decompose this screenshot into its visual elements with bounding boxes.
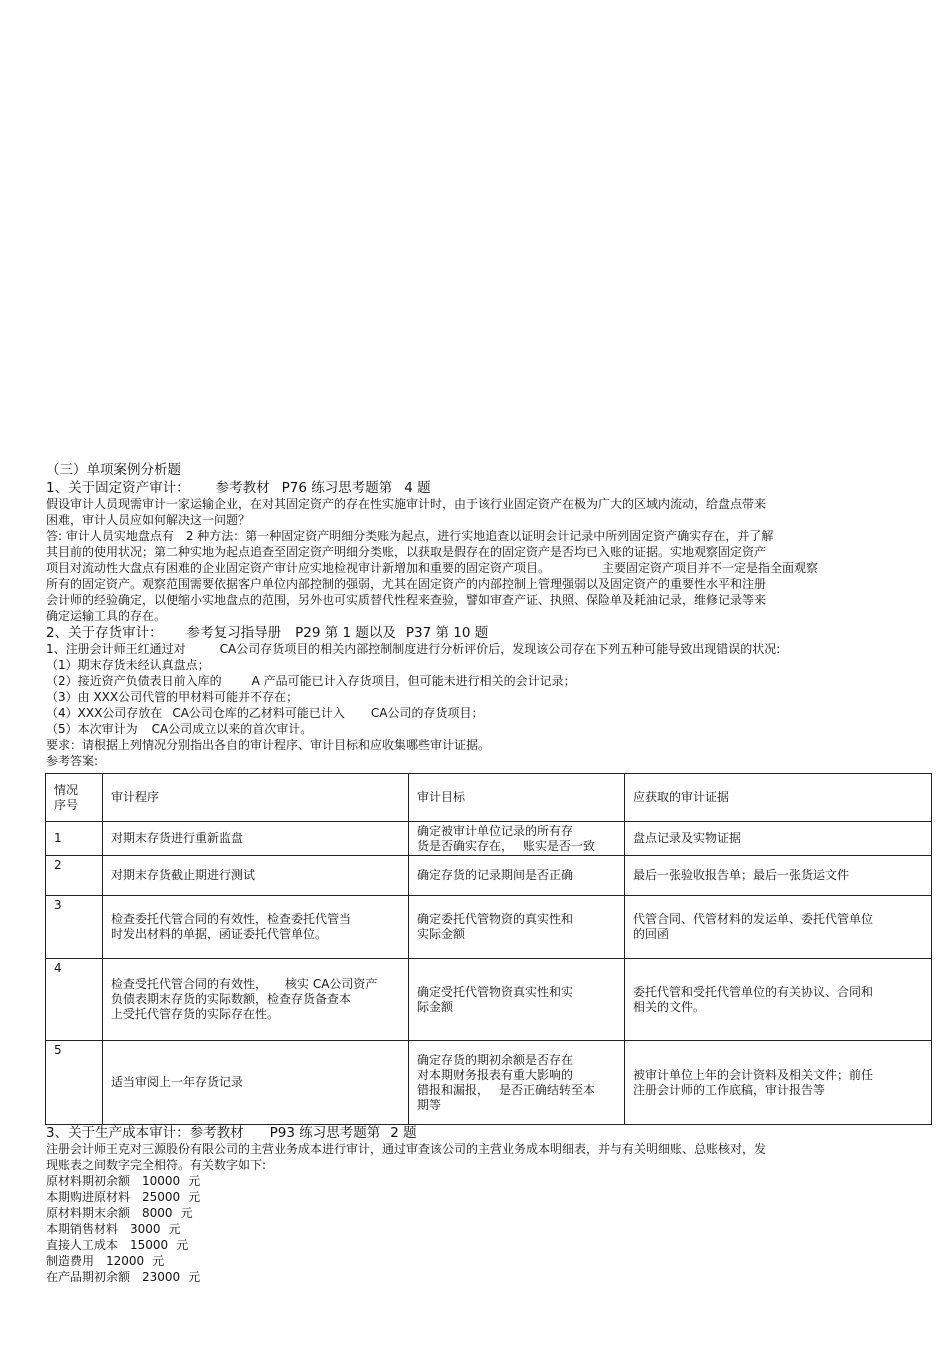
cell-line: 负债表期末存货的实际数额，检查存货备查本 — [111, 992, 352, 1006]
section-title: （三）单项案例分析题 — [46, 462, 181, 478]
cell-line: 确定被审计单位记录的所有存 — [417, 823, 574, 838]
figure-amount: 8000 — [142, 1206, 173, 1220]
q2-heading-part: 参考复习指导册 — [186, 625, 282, 641]
figure-amount: 15000 — [130, 1238, 169, 1252]
figure-amount: 12000 — [106, 1254, 145, 1268]
figure-line — [46, 1270, 200, 1285]
cell-line: 确定存货的记录期间是否正确 — [417, 868, 574, 882]
evidence-cell — [625, 896, 932, 959]
objective-cell — [409, 1041, 625, 1125]
header-text: 序号 — [54, 797, 79, 812]
evidence-cell — [625, 959, 932, 1041]
q1-answer-part: 2 种方法：第一种固定资产明细分类账为起点，进行实地追查以证明会计记录中所列固定资产确实存在，并了解 — [185, 529, 774, 543]
table-row — [46, 856, 932, 896]
table-row — [46, 1041, 932, 1125]
q2-item-part: A 产品可能已计入存货项目，但可能未进行相关的会计记录； — [251, 674, 576, 688]
figure-line — [46, 1174, 200, 1189]
q3-heading-part: P93 练习思考题第 — [269, 1125, 381, 1141]
figure-label: 本期销售材料 — [46, 1222, 119, 1236]
table-row — [46, 822, 932, 856]
header-procedure: 审计程序 — [103, 774, 409, 822]
q2-requirement: 要求：请根据上列情况分别指出各自的审计程序、审计目标和应收集哪些审计证据。 — [46, 738, 491, 752]
cell-line: 适当审阅上一年存货记录 — [111, 1075, 244, 1089]
figure-unit: 元 — [188, 1190, 201, 1204]
cell-line — [417, 839, 616, 854]
figure-unit: 元 — [180, 1206, 193, 1220]
cell-line: 实际金额 — [417, 927, 466, 941]
cell-line: 盘点记录及实物证据 — [633, 831, 742, 845]
cell-part: 账实是否一致 — [523, 838, 596, 853]
procedure-cell — [103, 1041, 409, 1125]
figure-amount: 3000 — [130, 1222, 161, 1236]
figure-label: 制造费用 — [46, 1254, 95, 1268]
figure-amount: 23000 — [142, 1270, 181, 1284]
cell-line: 确定委托代管物资的真实性和 — [417, 912, 574, 926]
q2-item — [46, 706, 484, 721]
figure-label: 本期购进原材料 — [46, 1190, 131, 1204]
procedure-cell — [103, 822, 409, 856]
objective-cell — [409, 822, 625, 856]
q2-intro-part: CA公司存货项目的相关内部控制制度进行分析评价后，发现该公司存在下列五种可能导致出现错误的状况: — [219, 642, 781, 656]
q1-answer-part: 答: 审计人员实地盘点有 — [46, 529, 174, 543]
q2-item-part: （2）接近资产负债表日前入库的 — [46, 674, 222, 688]
q2-reference-answer-label: 参考答案: — [46, 754, 99, 768]
figure-line — [46, 1190, 200, 1205]
q2-heading-part: P37 第 10 题 — [405, 625, 489, 641]
cell-line: 对期末存货进行重新监盘 — [111, 831, 244, 845]
q1-answer-line: 其目前的使用状况；第二种实地为起点追查至固定资产明细分类账，以获取是假存在的固定资产是否均已入账的证据。实地观察固定资产 — [46, 545, 767, 559]
row-number: 5 — [46, 1041, 103, 1125]
cell-part: 货是否确实存在， — [417, 838, 514, 853]
cell-line: 注册会计师的工作底稿，审计报告等 — [633, 1082, 826, 1097]
q3-heading-part: 2 题 — [390, 1125, 417, 1141]
q1-question-line: 假设审计人员现需审计一家运输企业，在对其固定资产的存在性实施审计时，由于该行业固定资产在极为广大的区域内流动，给盘点带来 — [46, 497, 767, 511]
figure-line — [46, 1222, 181, 1237]
q1-answer-line: 会计师的经验确定，以便缩小实地盘点的范围，另外也可实质替代性程来查验，譬如审查产证、执照、保险单及耗油记录，维修记录等来 — [46, 593, 767, 607]
q1-answer-line — [46, 561, 818, 576]
objective-cell — [409, 896, 625, 959]
cell-line: 检查受托代管合同的有效性， 核实 CA公司资产 — [111, 977, 378, 991]
q2-item: （1）期末存货未经认真盘点； — [46, 658, 210, 672]
q1-answer-line — [46, 529, 773, 544]
cell-line: 的回函 — [633, 927, 670, 941]
procedure-cell — [103, 959, 409, 1041]
q1-question-line: 困难，审计人员应如何解决这一问题？ — [46, 513, 251, 527]
q3-body-line: 现账表之间数字完全相符。有关数字如下: — [46, 1158, 267, 1172]
row-number: 4 — [46, 959, 103, 1041]
figure-unit: 元 — [188, 1270, 201, 1284]
q2-item-part: CA公司仓库的乙材料可能已计入 — [172, 706, 345, 720]
cell-line: 期等 — [417, 1097, 442, 1112]
cell-line: 被审计单位上年的会计资料及相关文件；前任 — [633, 1067, 874, 1082]
q1-answer-part: 主要固定资产项目并不一定是指全面观察 — [602, 561, 819, 575]
q2-intro-part: 1、注册会计师王红通过对 — [46, 642, 186, 656]
header-case-no — [46, 774, 103, 822]
q2-heading-part: P29 第 1 题以及 — [295, 625, 396, 641]
table-row — [46, 959, 932, 1041]
figure-label: 原材料期末余额 — [46, 1206, 131, 1220]
q2-item — [46, 674, 576, 689]
figure-line — [46, 1238, 188, 1253]
figure-amount: 10000 — [142, 1174, 181, 1188]
q1-heading — [46, 480, 431, 496]
audit-table — [45, 773, 932, 1125]
figure-unit: 元 — [152, 1254, 165, 1268]
cell-line: 对本期财务报表有重大影响的 — [417, 1067, 574, 1082]
figure-line — [46, 1254, 164, 1269]
header-evidence: 应获取的审计证据 — [625, 774, 932, 822]
cell-part: 是否正确结转至本 — [499, 1082, 596, 1097]
objective-cell — [409, 856, 625, 896]
q2-item-part: （5）本次审计为 — [46, 722, 138, 736]
header-objective: 审计目标 — [409, 774, 625, 822]
figure-unit: 元 — [176, 1238, 189, 1252]
cell-line: 上受托代管存货的实际存在性。 — [111, 1007, 280, 1021]
cell-line: 对期末存货截止期进行测试 — [111, 868, 256, 882]
q1-heading-part: 参考教材 — [215, 480, 270, 496]
figure-line — [46, 1206, 193, 1221]
cell-line: 代管合同、代管材料的发运单、委托代管单位 — [633, 912, 874, 926]
evidence-cell — [625, 1041, 932, 1125]
header-text: 情况 — [54, 782, 79, 797]
q2-item-part: CA公司的存货项目； — [370, 706, 484, 720]
q1-heading-part: 1、关于固定资产审计： — [46, 480, 190, 496]
figure-label: 原材料期初余额 — [46, 1174, 131, 1188]
row-number: 2 — [46, 856, 103, 896]
cell-line: 际金额 — [417, 999, 454, 1014]
figure-amount: 25000 — [142, 1190, 181, 1204]
evidence-cell — [625, 856, 932, 896]
q2-item: （3）由 XXX公司代管的甲材料可能并不存在； — [46, 690, 299, 704]
q2-intro — [46, 642, 780, 657]
evidence-cell — [625, 822, 932, 856]
cell-line: 最后一张验收报告单；最后一张货运文件 — [633, 868, 850, 882]
procedure-cell — [103, 896, 409, 959]
q2-heading-part: 2、关于存货审计： — [46, 625, 163, 641]
q2-heading — [46, 625, 488, 641]
cell-line: 确定存货的期初余额是否存在 — [417, 1052, 574, 1067]
q1-heading-part: P76 练习思考题第 — [281, 480, 393, 496]
cell-line: 委托代管和受托代管单位的有关协议、合同和 — [633, 984, 874, 999]
q1-answer-line: 所有的固定资产。观察范围需要依据客户单位内部控制的强弱，尤其在固定资产的内部控制上管理强弱以及固定资产的重要性水平和注册 — [46, 577, 767, 591]
cell-line: 时发出材料的单据，函证委托代管单位。 — [111, 927, 328, 941]
figure-label: 直接人工成本 — [46, 1238, 119, 1252]
q3-body-line: 注册会计师王克对三源股份有限公司的主营业务成本进行审计，通过审查该公司的主营业务成本明细表，并与有关明细账、总账核对，发 — [46, 1142, 767, 1156]
q2-item-part: （4）XXX公司存放在 — [46, 706, 163, 720]
row-number: 1 — [46, 822, 103, 856]
table-row — [46, 896, 932, 959]
cell-line — [417, 1083, 616, 1098]
q1-answer-line: 确定运输工具的存在。 — [46, 609, 167, 623]
cell-line: 检查委托代管合同的有效性，检查委托代管当 — [111, 912, 352, 926]
objective-cell — [409, 959, 625, 1041]
cell-line: 确定受托代管物资真实性和实 — [417, 984, 574, 999]
q2-item — [46, 722, 312, 737]
cell-line: 相关的文件。 — [633, 999, 706, 1014]
q3-heading — [46, 1125, 417, 1141]
row-number: 3 — [46, 896, 103, 959]
q1-heading-part: 4 题 — [404, 480, 431, 496]
q1-answer-part: 项目对流动性大盘点有困难的企业固定资产审计应实地检视审计新增加和重要的固定资产项目。 — [46, 561, 551, 575]
figure-label: 在产品期初余额 — [46, 1270, 131, 1284]
q2-item-part: CA公司成立以来的首次审计。 — [151, 722, 313, 736]
table-header-row — [46, 774, 932, 822]
cell-part: 错报和漏报， — [417, 1082, 490, 1097]
procedure-cell — [103, 856, 409, 896]
q3-heading-part: 3、关于生产成本审计：参考教材 — [46, 1125, 244, 1141]
figure-unit: 元 — [168, 1222, 181, 1236]
figure-unit: 元 — [188, 1174, 201, 1188]
